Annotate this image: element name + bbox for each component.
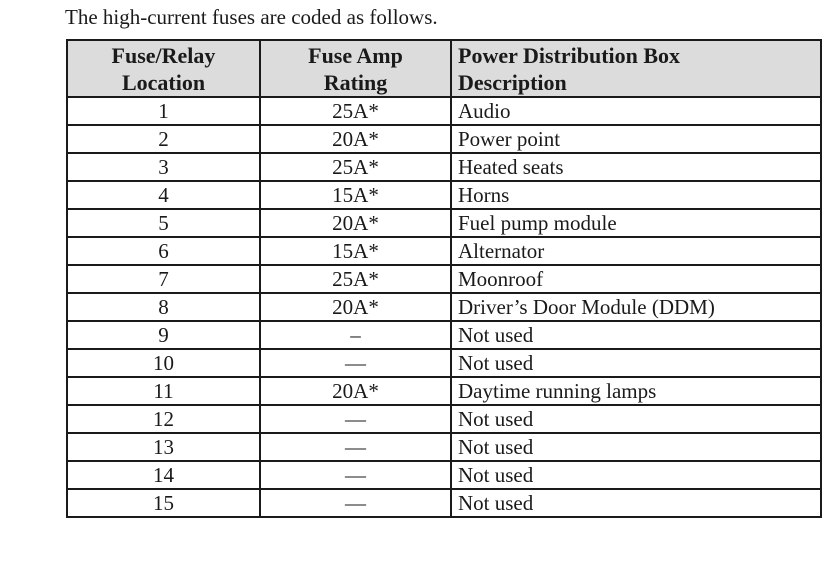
fuse-location: 2 <box>67 125 260 153</box>
header-location-line1: Fuse/Relay <box>111 42 216 68</box>
fuse-location: 6 <box>67 237 260 265</box>
table-row <box>67 265 821 293</box>
fuse-description: Audio <box>451 97 821 125</box>
fuse-table-header <box>67 40 821 97</box>
fuse-rating: – <box>260 321 451 349</box>
fuse-location: 3 <box>67 153 260 181</box>
header-rating-line2: Rating <box>323 69 388 95</box>
table-row <box>67 97 821 125</box>
table-row <box>67 489 821 517</box>
fuse-rating: 25A* <box>260 153 451 181</box>
fuse-table <box>66 39 822 518</box>
fuse-description: Power point <box>451 125 821 153</box>
intro-text: The high-current fuses are coded as follows. <box>65 5 438 29</box>
fuse-description: Horns <box>451 181 821 209</box>
fuse-rating: — <box>260 349 451 377</box>
header-location-line2: Location <box>121 69 206 95</box>
fuse-rating: — <box>260 433 451 461</box>
table-row <box>67 321 821 349</box>
table-row <box>67 237 821 265</box>
fuse-description: Fuel pump module <box>451 209 821 237</box>
fuse-location: 13 <box>67 433 260 461</box>
fuse-rating: 15A* <box>260 237 451 265</box>
table-row <box>67 377 821 405</box>
fuse-description: Moonroof <box>451 265 821 293</box>
fuse-location: 14 <box>67 461 260 489</box>
fuse-location: 15 <box>67 489 260 517</box>
fuse-description: Heated seats <box>451 153 821 181</box>
fuse-description: Not used <box>451 489 821 517</box>
fuse-location: 5 <box>67 209 260 237</box>
fuse-location: 8 <box>67 293 260 321</box>
fuse-location: 10 <box>67 349 260 377</box>
fuse-description: Not used <box>451 405 821 433</box>
table-row <box>67 433 821 461</box>
fuse-location: 1 <box>67 97 260 125</box>
header-rating-line1: Fuse Amp <box>308 42 403 68</box>
fuse-rating: 25A* <box>260 265 451 293</box>
fuse-rating: — <box>260 461 451 489</box>
fuse-description: Not used <box>451 349 821 377</box>
header-rating <box>260 40 451 97</box>
table-row <box>67 125 821 153</box>
fuse-rating: 20A* <box>260 125 451 153</box>
fuse-description: Alternator <box>451 237 821 265</box>
fuse-description: Not used <box>451 461 821 489</box>
header-location <box>67 40 260 97</box>
fuse-location: 7 <box>67 265 260 293</box>
fuse-rating: 20A* <box>260 377 451 405</box>
fuse-location: 4 <box>67 181 260 209</box>
fuse-description: Daytime running lamps <box>451 377 821 405</box>
header-description-line2: Description <box>458 69 567 95</box>
table-row <box>67 405 821 433</box>
table-row <box>67 349 821 377</box>
fuse-description: Not used <box>451 321 821 349</box>
header-description-line1: Power Distribution Box <box>458 42 681 68</box>
table-row <box>67 209 821 237</box>
fuse-location: 9 <box>67 321 260 349</box>
table-row <box>67 293 821 321</box>
fuse-rating: — <box>260 489 451 517</box>
fuse-rating: 20A* <box>260 293 451 321</box>
fuse-location: 12 <box>67 405 260 433</box>
fuse-rating: 25A* <box>260 97 451 125</box>
fuse-rating: 15A* <box>260 181 451 209</box>
fuse-rating: 20A* <box>260 209 451 237</box>
header-description <box>451 40 821 97</box>
fuse-description: Driver’s Door Module (DDM) <box>451 293 821 321</box>
header-row <box>67 40 821 97</box>
table-row <box>67 153 821 181</box>
fuse-description: Not used <box>451 433 821 461</box>
fuse-table-body <box>67 97 821 517</box>
table-row <box>67 461 821 489</box>
fuse-location: 11 <box>67 377 260 405</box>
fuse-rating: — <box>260 405 451 433</box>
table-row <box>67 181 821 209</box>
